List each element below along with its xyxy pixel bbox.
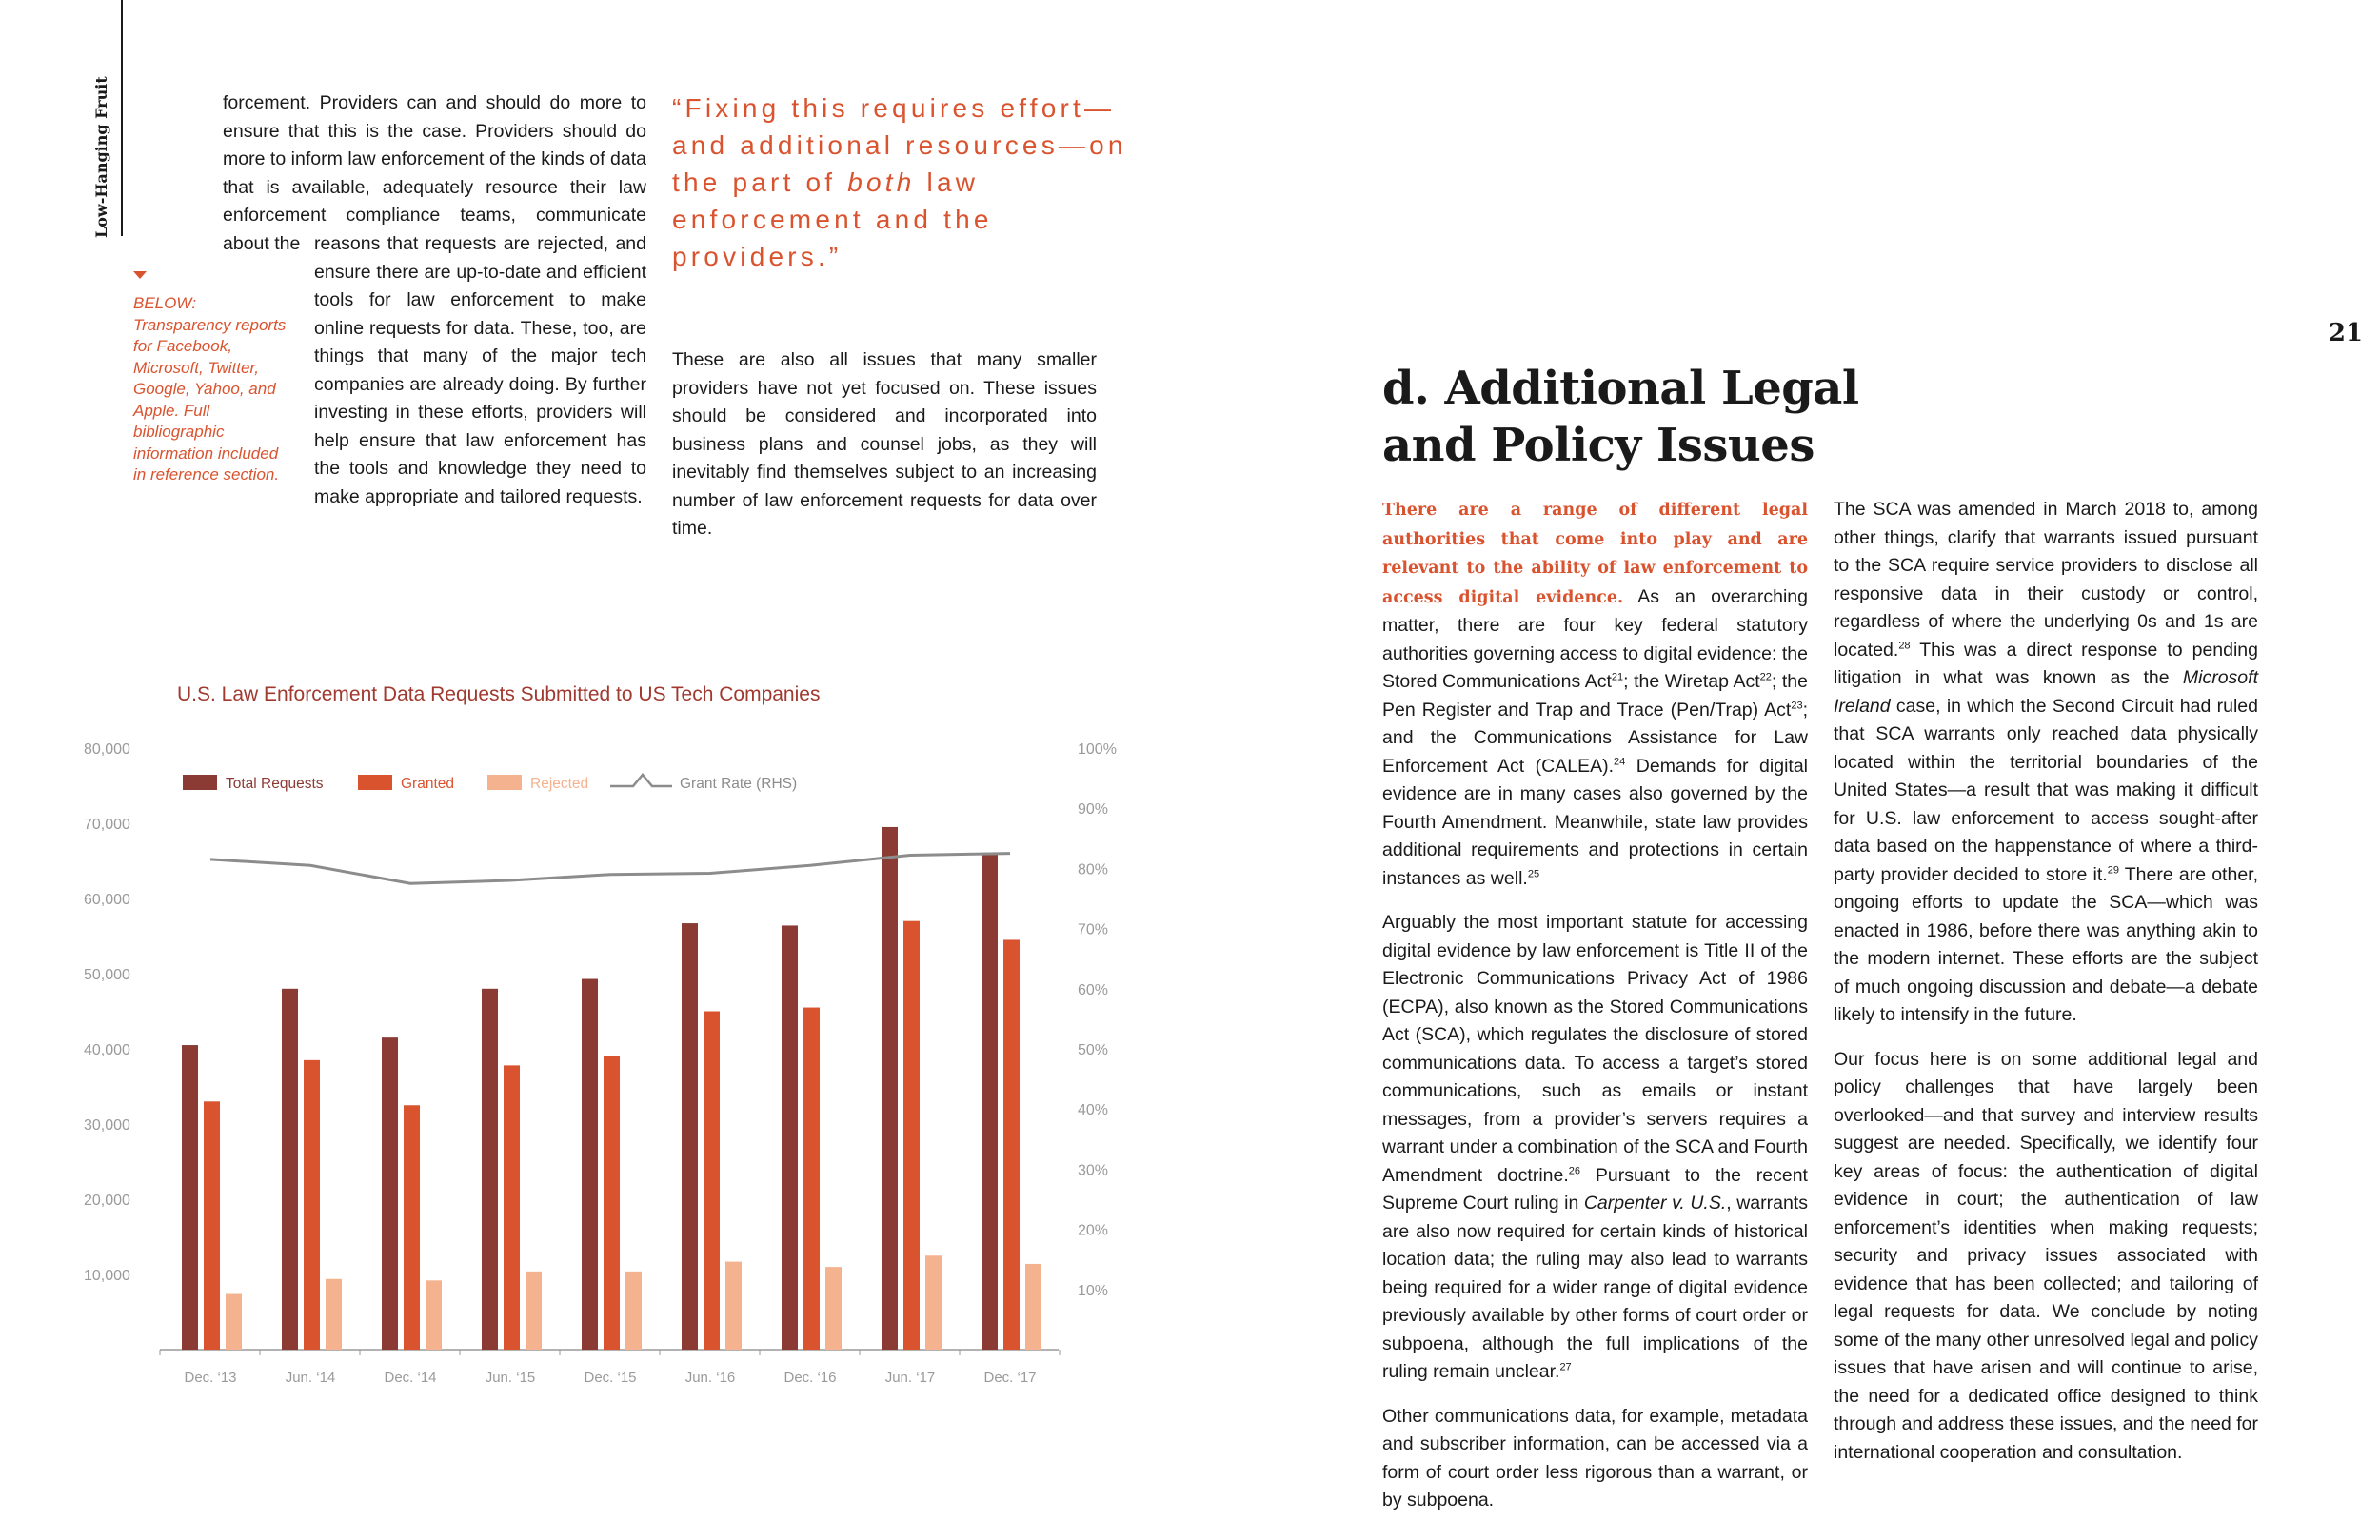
bar-granted-0	[204, 1101, 220, 1350]
legend-label: Granted	[401, 776, 455, 792]
legend-label: Rejected	[530, 776, 589, 792]
section-heading	[1382, 360, 1954, 474]
legend-swatch	[358, 775, 392, 790]
y-right-tick-label: 10%	[1078, 1282, 1109, 1299]
paragraph: The SCA was amended in March 2018 to, among other things, clarify that warrants issued pursuant to the SCA require service providers to disclose all responsive data in their custody or control, regardless of where the underlying 0s and 1s are located.$^{28}$ This was a direct response to pending litigation in what was known as the Microsoft Ireland case, in which the Second Circuit had ruled that SCA warrants only reached data physically located within the territorial boundaries of the United States—a result that was making it difficult for U.S. law enforcement to access sought-after data based on the happenstance of where a third-party provider decided to store it.$^{29}$ There are other, ongoing efforts to update the SCA—which was enacted in 1986, before there was anything akin to the modern internet. These efforts are the subject of much ongoing discussion and debate—a debate likely to intensify in the future.	[1834, 499, 2258, 1025]
pull-quote-emphasis: both	[847, 168, 916, 197]
bar-rejected-6	[825, 1267, 842, 1350]
y-right-tick-label: 90%	[1078, 801, 1109, 819]
bar-granted-7	[903, 921, 920, 1350]
y-left-tick-label: 70,000	[84, 817, 130, 833]
bar-granted-4	[604, 1056, 620, 1350]
bar-total-requests-5	[682, 923, 698, 1350]
paragraph: reasons that requests are rejected, and ensure there are up-to-date and efficient tools for law enforcement to make online requests for data. These, too, are things that many of the major tech companies are already doing. By further investing in these efforts, providers will help ensure that law enforcement has the tools and knowledge they need to make appropriate and tailored requests.	[314, 233, 646, 507]
chart-title: U.S. Law Enforcement Data Requests Submitted to US Tech Companies	[177, 683, 821, 705]
bar-total-requests-0	[182, 1045, 198, 1350]
legend-swatch	[487, 775, 522, 790]
bar-total-requests-6	[782, 925, 798, 1350]
bar-rejected-4	[625, 1272, 642, 1350]
legend-label: Grant Rate (RHS)	[680, 776, 798, 792]
y-left-tick-label: 10,000	[84, 1268, 130, 1284]
bar-rejected-1	[326, 1279, 342, 1350]
bar-total-requests-4	[582, 979, 598, 1350]
x-tick-label: Dec. ‘17	[983, 1370, 1037, 1386]
bar-total-requests-1	[282, 989, 298, 1350]
body-column-3	[1382, 496, 1808, 1515]
section-label: Low-Hanging Fruit	[92, 76, 110, 238]
y-left-tick-label: 80,000	[84, 741, 130, 758]
paragraph: Arguably the most important statute for accessing digital evidence by law enforcement is Title II of the Electronic Communications Privacy Act of 1986 (ECPA), also known as the Stored Communications Act (SCA), which regulates the disclosure of stored communications data. To access a target’s stored communications, such as emails or instant messages, from a provider’s servers requires a warrant under a combination of the SCA and Fourth Amendment doctrine.$^{26}$ Pursuant to the recent Supreme Court ruling in Carpenter v. U.S., warrants are also now required for certain kinds of historical location data; the ruling may also lead to warrants being required for a wider range of digital evidence previously available by other forms of court order or subpoena, although the full implications of the ruling remain unclear.$^{27}$	[1382, 912, 1808, 1382]
pull-quote-start: “Fixing this requires effort—and additional resources—on the part of	[672, 93, 1127, 197]
paragraph: These are also all issues that many smaller providers have not yet focused on. These issues should be considered and incorporated into business plans and counsel jobs, as they will inevitably find themselves subject to an increasing number of law enforcement requests for data over time.	[672, 349, 1097, 539]
heading-line-2: and Policy Issues	[1382, 419, 1815, 472]
y-right-tick-label: 80%	[1078, 861, 1109, 879]
bar-rejected-0	[226, 1294, 242, 1350]
figure-caption: BELOW: Transparency reports for Facebook, Microsoft, Twitter, Google, Yahoo, and Apple. Full bibliographic information included in reference section.	[133, 294, 287, 484]
bar-granted-8	[1003, 939, 1020, 1350]
bar-granted-1	[304, 1060, 320, 1350]
bar-chart	[0, 0, 1180, 1540]
y-right-tick-label: 100%	[1078, 741, 1117, 758]
bar-total-requests-2	[382, 1037, 398, 1350]
bar-granted-3	[504, 1065, 520, 1350]
y-left-tick-label: 50,000	[84, 967, 130, 983]
bar-granted-5	[704, 1012, 720, 1351]
paragraph: Our focus here is on some additional legal and policy challenges that have largely been overlooked—and that survey and interview results suggest are needed. Specifically, we identify four key areas of focus: the authentication of digital evidence in court; the authentication of law enforcement’s identities when making requests; security and privacy issues associated with evidence that has been collected; and tailoring of legal requests for data. We conclude by noting some of the many other unresolved legal and policy issues that have arisen and will continue to arise, the need for a dedicated office designed to think through and address these issues, and the need for international cooperation and consultation.	[1834, 1048, 2258, 1463]
paragraph: Other communications data, for example, metadata and subscriber information, can be accessed via a form of court order less rigorous than a warrant, or by subpoena.	[1382, 1405, 1808, 1510]
bar-rejected-7	[925, 1255, 942, 1350]
lead-in: There are a range of different legal authorities that come into play and are relevant to the ability of law enforcement to access digital evidence.	[1382, 501, 1808, 607]
bar-total-requests-7	[882, 827, 898, 1350]
bar-granted-2	[404, 1105, 420, 1350]
x-tick-label: Dec. ‘16	[783, 1370, 837, 1386]
y-right-tick-label: 40%	[1078, 1102, 1109, 1119]
paragraph: There are a range of different legal authorities that come into play and are relevant to the ability of law enforcement to access digital evidence. As an overarching matter, there are four key federal statutory authorities governing access to digital evidence: the Stored Communications Act$^{21}$; the Wiretap Act$^{22}$; the Pen Register and Trap and Trace (Pen/Trap) Act$^{23}$; and the Communications Assistance for Law Enforcement Act (CALEA).$^{24}$ Demands for digital evidence are in many cases also governed by the Fourth Amendment. Meanwhile, state law provides additional requirements and protections in certain instances as well.$^{25}$	[1382, 501, 1809, 889]
x-tick-label: Dec. ‘13	[184, 1370, 237, 1386]
legend-line-swatch	[610, 775, 672, 786]
x-tick-label: Jun. ‘14	[285, 1370, 336, 1386]
y-left-tick-label: 60,000	[84, 892, 130, 908]
y-right-tick-label: 60%	[1078, 981, 1109, 998]
y-right-tick-label: 50%	[1078, 1042, 1109, 1058]
legend-swatch	[183, 775, 217, 790]
y-right-tick-label: 30%	[1078, 1162, 1109, 1179]
bar-total-requests-8	[982, 854, 998, 1350]
bar-granted-6	[803, 1008, 820, 1350]
bar-rejected-3	[526, 1272, 542, 1350]
x-tick-label: Jun. ‘17	[884, 1370, 936, 1386]
paragraph: forcement. Providers can and should do more to ensure that this is the case. Providers should do more to inform law enforcement of the kinds of data that is available, adequately resource their law enforcement compliance teams, communicate about the	[223, 92, 646, 254]
x-tick-label: Dec. ‘15	[584, 1370, 637, 1386]
pull-quote-end: law enforcement and the providers.”	[672, 168, 993, 271]
y-right-tick-label: 70%	[1078, 921, 1109, 938]
bar-rejected-5	[725, 1262, 742, 1350]
x-tick-label: Jun. ‘16	[684, 1370, 736, 1386]
page-number: 21	[2328, 319, 2363, 347]
y-left-tick-label: 30,000	[84, 1117, 130, 1134]
legend-label: Total Requests	[226, 776, 324, 792]
bar-rejected-8	[1025, 1264, 1041, 1350]
bar-rejected-2	[426, 1280, 442, 1350]
y-left-tick-label: 20,000	[84, 1193, 130, 1209]
x-tick-label: Jun. ‘15	[485, 1370, 536, 1386]
y-left-tick-label: 40,000	[84, 1042, 130, 1058]
heading-line-1: d. Additional Legal	[1382, 362, 1859, 415]
x-tick-label: Dec. ‘14	[384, 1370, 437, 1386]
bar-total-requests-3	[482, 989, 498, 1350]
y-right-tick-label: 20%	[1078, 1222, 1109, 1239]
body-column-4	[1834, 496, 2258, 1467]
